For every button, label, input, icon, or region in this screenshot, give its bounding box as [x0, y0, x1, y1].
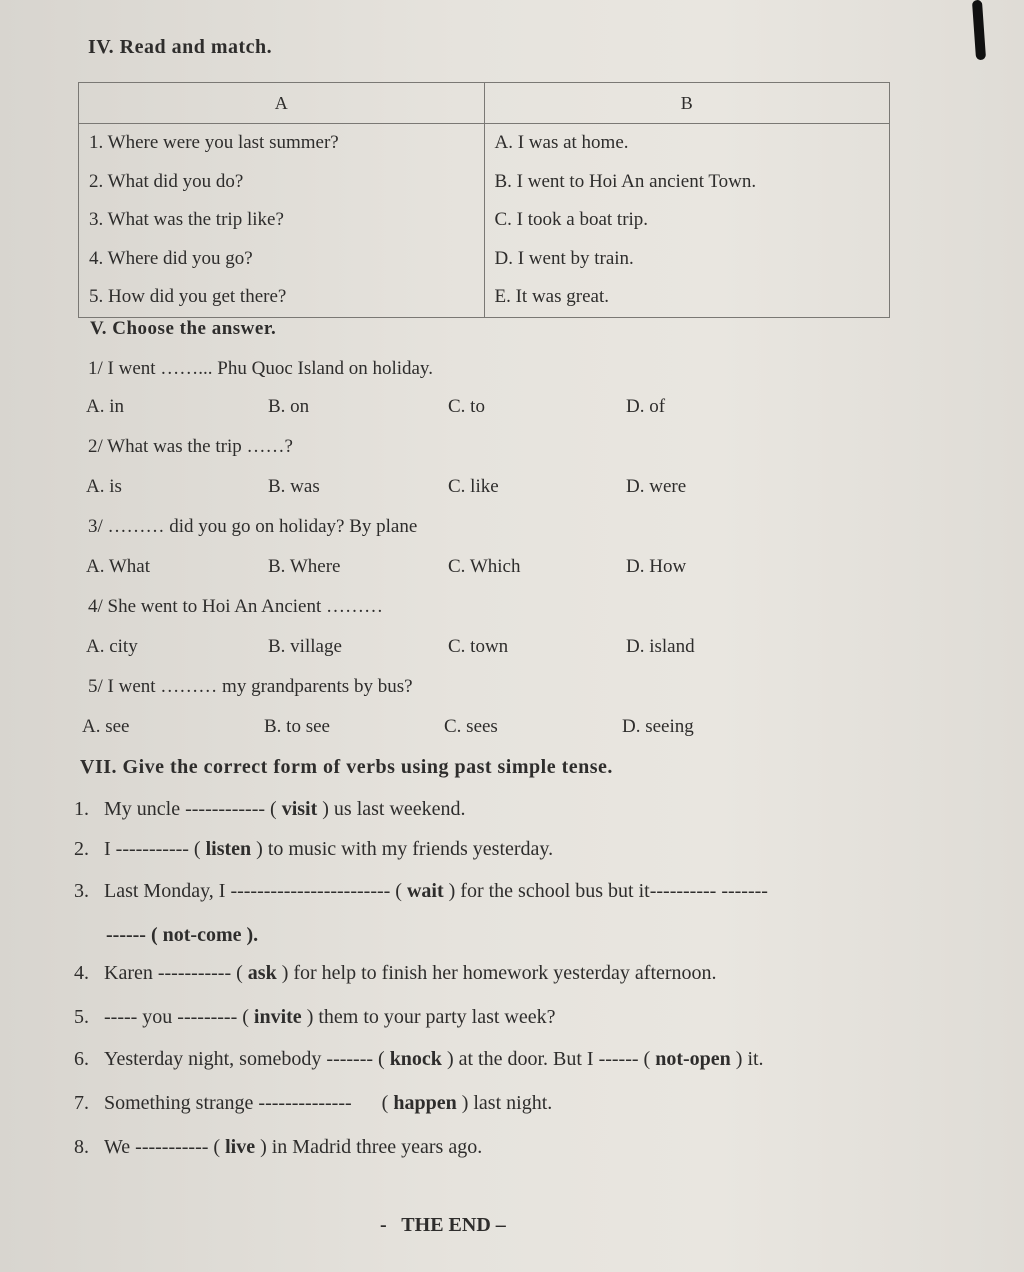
section-v-title: V. Choose the answer.	[90, 318, 277, 339]
verb-item-7	[74, 1092, 552, 1115]
item-text: We ----------- (	[104, 1136, 226, 1158]
match-table	[78, 82, 890, 318]
item-text: ) at the door. But I ------ (	[441, 1048, 656, 1070]
item-text: ) us last weekend.	[317, 798, 466, 820]
option-d: D. were	[626, 476, 687, 497]
mc-question-3: 3/ ……… did you go on holiday? By plane	[88, 516, 418, 537]
verb-hint: happen	[393, 1092, 457, 1114]
verb-hint: knock	[389, 1048, 442, 1070]
item-text: ) in Madrid three years ago.	[255, 1136, 483, 1158]
match-answer: E. It was great.	[494, 286, 609, 307]
verb-hint: invite	[253, 1006, 302, 1028]
verb-item-5	[74, 1006, 556, 1029]
verb-hint: ask	[247, 962, 277, 984]
match-question: 5. How did you get there?	[89, 286, 287, 307]
mc-options-3	[86, 556, 766, 586]
verb-hint: not-open	[655, 1048, 731, 1070]
option-a: A. is	[86, 476, 122, 497]
item-text: Yesterday night, somebody ------- (	[104, 1048, 390, 1070]
option-a: A. see	[82, 716, 130, 737]
option-d: D. island	[626, 636, 695, 657]
pen-mark	[972, 0, 986, 60]
item-number: 4.	[74, 962, 89, 984]
option-d: D. of	[626, 396, 666, 417]
match-answer: A. I was at home.	[494, 132, 629, 153]
verb-hint: live	[225, 1136, 256, 1158]
section-iv-title: IV. Read and match.	[88, 36, 273, 58]
verb-hint: listen	[205, 838, 252, 860]
verb-hint: wait	[406, 880, 444, 902]
option-a: A. city	[86, 636, 138, 657]
match-answer: C. I took a boat trip.	[494, 209, 649, 230]
option-b: B. village	[268, 636, 342, 657]
verb-item-4	[74, 962, 717, 985]
item-number: 3.	[74, 880, 89, 902]
mc-question-1: 1/ I went ……... Phu Quoc Island on holiday.	[88, 358, 433, 379]
column-b-header: B	[484, 83, 890, 124]
mc-options-1	[86, 396, 766, 426]
option-c: C. sees	[444, 716, 498, 737]
mc-question-4: 4/ She went to Hoi An Ancient ………	[88, 596, 384, 617]
option-d: D. How	[626, 556, 687, 577]
column-b-cell	[484, 124, 890, 318]
verb-hint: visit	[281, 798, 318, 820]
item-text: I ----------- (	[104, 838, 206, 860]
item-text: ----- you --------- (	[104, 1006, 254, 1028]
option-c: C. to	[448, 396, 485, 417]
mc-question-5: 5/ I went ……… my grandparents by bus?	[88, 676, 413, 697]
item-text: Last Monday, I ------------------------ (	[104, 880, 407, 902]
item-text: Karen ----------- (	[104, 962, 248, 984]
option-c: C. town	[448, 636, 509, 657]
match-question: 1. Where were you last summer?	[89, 132, 339, 153]
option-a: A. What	[86, 556, 151, 577]
column-a-cell	[79, 124, 485, 318]
item-number: 5.	[74, 1006, 89, 1028]
match-question: 2. What did you do?	[89, 170, 244, 192]
verb-item-6	[74, 1048, 764, 1071]
item-text: ) for the school bus but it---------- -------	[443, 880, 768, 902]
option-c: C. like	[448, 476, 499, 497]
the-end-footer: - THE END –	[380, 1214, 506, 1236]
verb-item-3-continued: ------ ( not-come ).	[106, 924, 259, 946]
mc-options-2	[86, 476, 766, 506]
item-text: Something strange -------------- (	[104, 1092, 394, 1114]
option-b: B. was	[268, 476, 320, 497]
item-text: ) to music with my friends yesterday.	[251, 838, 554, 860]
mc-options-5	[82, 716, 762, 746]
match-answer: D. I went by train.	[494, 247, 634, 269]
option-b: B. to see	[264, 716, 330, 737]
item-text: ) it.	[730, 1048, 764, 1070]
mc-question-2: 2/ What was the trip ……?	[88, 436, 293, 457]
item-text: ) them to your party last week?	[301, 1006, 556, 1028]
match-question: 4. Where did you go?	[89, 247, 253, 269]
match-answer: B. I went to Hoi An ancient Town.	[494, 170, 757, 192]
item-text: ) last night.	[456, 1092, 553, 1114]
option-d: D. seeing	[622, 716, 694, 737]
option-a: A. in	[86, 396, 124, 417]
item-text: ) for help to finish her homework yesterday afternoon.	[276, 962, 717, 984]
item-number: 8.	[74, 1136, 89, 1158]
item-number: 6.	[74, 1048, 89, 1070]
verb-item-2	[74, 838, 553, 861]
item-number: 1.	[74, 798, 89, 820]
section-vii-title: VII. Give the correct form of verbs using past simple tense.	[80, 756, 613, 778]
match-question: 3. What was the trip like?	[89, 209, 284, 230]
item-number: 2.	[74, 838, 89, 860]
option-b: B. Where	[268, 556, 341, 577]
option-c: C. Which	[448, 556, 521, 577]
verb-item-1	[74, 798, 466, 821]
option-b: B. on	[268, 396, 310, 417]
item-text: My uncle ------------ (	[104, 798, 282, 820]
mc-options-4	[86, 636, 766, 666]
item-number: 7.	[74, 1092, 89, 1114]
verb-item-8	[74, 1136, 482, 1159]
column-a-header: A	[79, 83, 485, 124]
verb-item-3	[74, 880, 768, 903]
